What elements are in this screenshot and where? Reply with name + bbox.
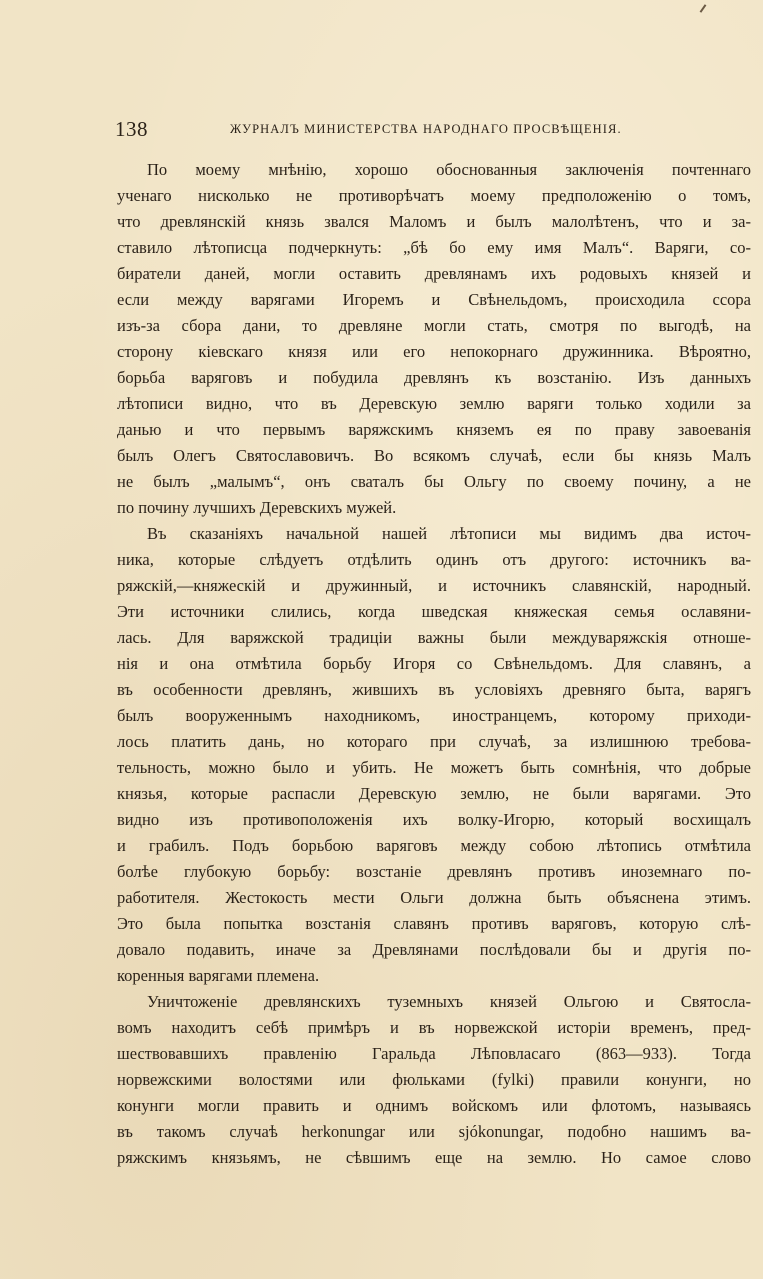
text-line: Эти источники слились, когда шведская княжеская семья ославяни-	[117, 602, 751, 621]
text-line: изъ-за сбора дани, то древляне могли стать, смотря по выгодѣ, на	[117, 316, 751, 335]
text-line: довало подавить, иначе за Древлянами послѣдовали бы и другія по-	[117, 940, 751, 959]
running-title: ЖУРНАЛЪ МИНИСТЕРСТВА НАРОДНАГО ПРОСВѢЩЕНІЯ.	[230, 122, 622, 136]
text-line: конунги могли править и однимъ войскомъ или флотомъ, называясь	[117, 1096, 751, 1115]
paragraph	[117, 521, 751, 989]
text-line: былъ Олегъ Святославовичъ. Во всякомъ случаѣ, если бы князь Малъ	[117, 446, 751, 465]
text-line: ряжскій,—княжескій и дружинный, и источникъ славянскій, народный.	[117, 576, 751, 595]
text-line: Уничтоженіе древлянскихъ туземныхъ князей Ольгою и Святосла-	[147, 992, 751, 1011]
text-line: Это была попытка возстанія славянъ противъ варяговъ, которую слѣ-	[117, 914, 751, 933]
text-line: тельность, можно было и убить. Не можетъ быть сомнѣнія, что добрые	[117, 758, 751, 777]
text-line: По моему мнѣнію, хорошо обоснованныя заключенія почтеннаго	[147, 160, 751, 179]
text-line: по почину лучшихъ Деревскихъ мужей.	[117, 498, 397, 517]
text-line: ставило лѣтописца подчеркнуть: „бѣ бо ему имя Малъ“. Варяги, со-	[117, 238, 751, 257]
text-line: лѣтописи видно, что въ Деревскую землю варяги только ходили за	[117, 394, 751, 413]
page-header	[115, 117, 645, 141]
text-line: шествовавшихъ правленію Гаральда Лѣповласаго (863—933). Тогда	[117, 1044, 751, 1063]
text-line: князья, которые распасли Деревскую землю, не были варягами. Это	[117, 784, 751, 803]
text-line: работителя. Жестокость мести Ольги должна быть объяснена этимъ.	[117, 888, 751, 907]
text-line: коренныя варягами племена.	[117, 966, 320, 985]
text-line: ника, которые слѣдуетъ отдѣлить одинъ отъ другого: источникъ ва-	[117, 550, 751, 569]
text-line: не былъ „малымъ“, онъ сваталъ бы Ольгу по своему почину, а не	[117, 472, 751, 491]
text-line: норвежскими волостями или фюльками (fylki) правили конунги, но	[117, 1070, 751, 1089]
text-line: лась. Для варяжской традиціи важны были междуваряжскія отноше-	[117, 628, 751, 647]
text-line: лось платить дань, но котораго при случаѣ, за излишнюю требова-	[117, 732, 751, 751]
text-line: и грабилъ. Подъ борьбою варяговъ между собою лѣтопись отмѣтила	[117, 836, 751, 855]
body-text	[117, 157, 751, 1171]
corner-pencil-mark	[700, 4, 707, 13]
paragraph	[117, 157, 751, 521]
text-line: вомъ находитъ себѣ примѣръ и въ норвежской исторіи временъ, пред-	[117, 1018, 751, 1037]
text-line: ученаго нисколько не противорѣчатъ моему предположенію о томъ,	[117, 186, 751, 205]
text-line: нія и она отмѣтила борьбу Игоря со Свѣнельдомъ. Для славянъ, а	[117, 654, 751, 673]
text-line: данью и что первымъ варяжскимъ княземъ ея по праву завоеванія	[117, 420, 751, 439]
text-line: былъ вооруженнымъ находникомъ, иностранцемъ, которому приходи-	[117, 706, 751, 725]
text-line: борьба варяговъ и побудила древлянъ къ возстанію. Изъ данныхъ	[117, 368, 751, 387]
text-line: Въ сказаніяхъ начальной нашей лѣтописи мы видимъ два источ-	[147, 524, 751, 543]
text-line: болѣе глубокую борьбу: возстаніе древлянъ противъ иноземнаго по-	[117, 862, 751, 881]
text-line: сторону кіевскаго князя или его непокорнаго дружинника. Вѣроятно,	[117, 342, 751, 361]
text-line: ряжскимъ князьямъ, не сѣвшимъ еще на землю. Но самое слово	[117, 1148, 751, 1167]
text-line: что древлянскій князь звался Маломъ и былъ малолѣтенъ, что и за-	[117, 212, 751, 231]
text-line: въ особенности древлянъ, жившихъ въ условіяхъ древняго быта, варягъ	[117, 680, 751, 699]
text-line: видно изъ противоположенія ихъ волку-Игорю, который восхищалъ	[117, 810, 751, 829]
text-line: въ такомъ случаѣ herkonungar или sjókonungar, подобно нашимъ ва-	[117, 1122, 751, 1141]
text-line: биратели даней, могли оставить древлянамъ ихъ родовыхъ князей и	[117, 264, 751, 283]
paragraph	[117, 989, 751, 1171]
text-line: если между варягами Игоремъ и Свѣнельдомъ, происходила ссора	[117, 290, 751, 309]
page-number: 138	[115, 117, 148, 141]
